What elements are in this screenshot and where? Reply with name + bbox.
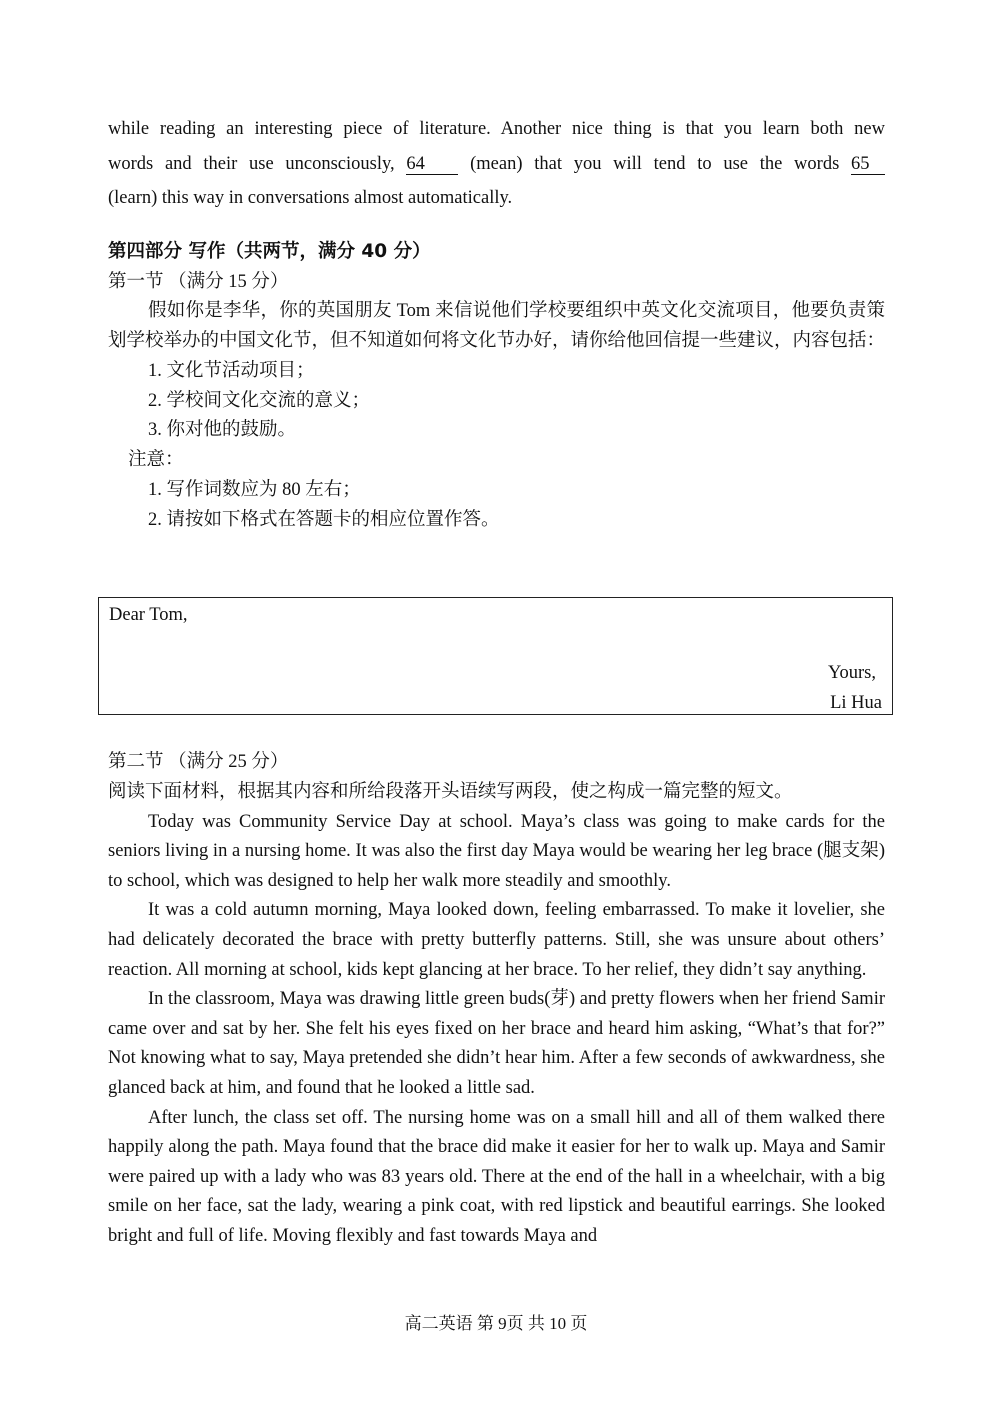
letter-signature: Li Hua [830, 693, 882, 713]
section1-item-1: 1. 文化节活动项目； [148, 360, 315, 381]
intro-line-3: (learn) this way in conversations almost automatically. [108, 188, 513, 208]
story-paragraph-3: In the classroom, Maya was drawing little green buds(芽) and pretty flowers when her friend Samir came over and sat by her. She felt his eyes fixed on her brace and heard him asking, “What’s that for?” Not knowing what to say, Maya pretended she didn’t hear him. After a few seconds of awkwardness, she glanced back at him, and found that he looked a little sad. [108, 989, 885, 1098]
story-paragraph-2: It was a cold autumn morning, Maya looked down, feeling embarrassed. To make it lovelier, she had delicately decorated the brace with pretty butterfly patterns. Still, she was unsure about others’ reaction. All morning at school, kids kept glancing at her brace. To her relief, they didn’t say anything. [108, 900, 885, 980]
note-item-1: 1. 写作词数应为 80 左右； [148, 480, 361, 501]
section1-item-3: 3. 你对他的鼓励。 [148, 420, 297, 441]
page-content [108, 112, 885, 536]
section1-prompt: 假如你是李华，你的英国朋友 Tom 来信说他们学校要组织中英文化交流项目，他要负责策划学校举办的中国文化节，但不知道如何将文化节办好，请你给他回信提一些建议，内容包括： [108, 301, 886, 352]
blank-65: 65 [851, 154, 885, 175]
intro-line-2 [108, 147, 885, 182]
story-text [108, 808, 885, 1252]
letter-salutation: Dear Tom, [109, 605, 188, 625]
section2 [108, 748, 885, 1252]
page-footer: 高二英语 第 9页 共 10 页 [404, 1314, 588, 1333]
section2-title: 第二节 （满分 25 分） [108, 752, 289, 772]
note-label: 注意： [128, 450, 184, 471]
note-item-2: 2. 请按如下格式在答题卡的相应位置作答。 [148, 509, 500, 530]
section1-item-2: 2. 学校间文化交流的意义； [148, 390, 371, 411]
part4-heading: 第四部分 写作（共两节，满分 40 分） [108, 240, 431, 262]
section2-instruction: 阅读下面材料，根据其内容和所给段落开头语续写两段，使之构成一篇完整的短文。 [108, 781, 793, 802]
blank-64: 64 [406, 154, 458, 175]
letter-closing: Yours, [828, 663, 876, 683]
letter-format-box [98, 597, 893, 715]
story-paragraph-1: Today was Community Service Day at school. Maya’s class was going to make cards for the seniors living in a nursing home. It was also the first day Maya would be wearing her leg brace (腿支架) to school, which was designed to help her walk more steadily and smoothly. [108, 811, 885, 891]
intro-line-1: while reading an interesting piece of literature. Another nice thing is that you learn both new [108, 119, 885, 139]
intro-line-2-mid: (mean) that you will tend to use the words [470, 153, 840, 174]
story-paragraph-4: After lunch, the class set off. The nursing home was on a small hill and all of them walked there happily along the path. Maya found that the brace did make it easier for her to walk up. Maya and Samir were paired up with a lady who was 83 years old. There at the end of the hall in a wheelchair, with a big smile on her face, sat the lady, wearing a pink coat, with red lipstick and beautiful earrings. She looked bright and full of life. Moving flexibly and fast towards Maya and [108, 1107, 885, 1246]
section1-title: 第一节 （满分 15 分） [108, 271, 289, 292]
intro-line-2-start: words and their use unconsciously, [108, 153, 395, 174]
